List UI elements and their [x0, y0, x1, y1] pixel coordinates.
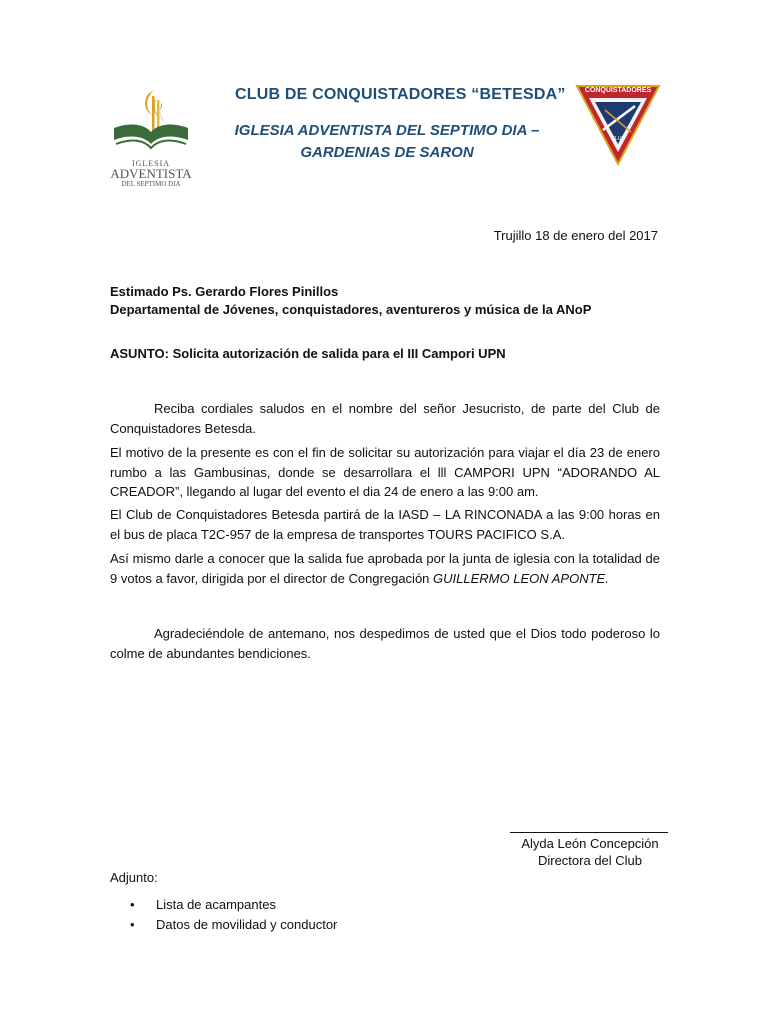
director-name: GUILLERMO LEON APONTE. — [433, 570, 609, 586]
attachments-list — [110, 895, 337, 934]
pathfinder-shield-logo — [575, 82, 661, 168]
flame-book-icon — [106, 84, 196, 154]
church-subtitle-line1: IGLESIA ADVENTISTA DEL SEPTIMO DIA – — [234, 122, 540, 139]
closing-paragraph: Agradeciéndole de antemano, nos despedimos de usted que el Dios todo poderoso lo colme de abundantes bendiciones. — [110, 626, 660, 661]
attachments-label: Adjunto: — [110, 870, 158, 885]
bullet-icon: • — [130, 916, 135, 932]
church-subtitle — [222, 120, 552, 164]
recipient-role: Departamental de Jóvenes, conquistadores, aventureros y música de la ANoP — [110, 302, 592, 317]
shield-icon — [575, 82, 661, 168]
shield-text-conquistadores: CONQUISTADORES — [584, 87, 652, 94]
approval-text: Así mismo darle a conocer que la salida fue aprobada por la junta de iglesia con la totalidad de 9 votos a favor, dirigida por el director de Congregación — [110, 551, 660, 586]
logo-text-iglesia: IGLESIA — [131, 159, 171, 168]
purpose-paragraph: El motivo de la presente es con el fin de solicitar su autorización para viajar el día 23 de enero rumbo a las Gambusinas, donde se desarrollara el lll CAMPORI UPN “ADORANDO AL CREADOR”, llegando al lugar del evento el dia 24 de enero a las 9:00 am. — [110, 445, 660, 499]
signature-line — [510, 832, 668, 833]
adventist-church-logo — [106, 84, 196, 194]
logo-text-septimo-dia: DEL SEPTIMO DIA — [121, 180, 181, 188]
bullet-icon: • — [130, 897, 135, 912]
attachment-label: Lista de acampantes — [156, 897, 276, 912]
departure-paragraph: El Club de Conquistadores Betesda partirá de la IASD – LA RINCONADA a las 9:00 horas en el bus de placa T2C-957 de la empresa de transportes TOURS PACIFICO S.A. — [110, 507, 660, 542]
list-item — [110, 915, 337, 935]
signature-role: Directora del Club — [537, 853, 643, 868]
church-subtitle-line2: GARDENIAS DE SARON — [300, 144, 474, 161]
logo-text-adventista: ADVENTISTA — [110, 166, 192, 181]
shield-text-club: CLUB — [611, 136, 625, 142]
attachment-label: Datos de movilidad y conductor — [156, 916, 338, 932]
approval-paragraph — [110, 549, 660, 588]
signature-name: Alyda León Concepción — [521, 836, 659, 851]
recipient-name: Estimado Ps. Gerardo Flores Pinillos — [110, 284, 339, 299]
club-title: CLUB DE CONQUISTADORES “BETESDA” — [235, 86, 566, 103]
list-item — [110, 895, 337, 915]
letter-date: Trujillo 18 de enero del 2017 — [493, 228, 658, 243]
greeting-paragraph: Reciba cordiales saludos en el nombre del señor Jesucristo, de parte del Club de Conquistadores Betesda. — [110, 401, 660, 436]
letter-subject: ASUNTO: Solicita autorización de salida para el III Campori UPN — [110, 346, 506, 361]
